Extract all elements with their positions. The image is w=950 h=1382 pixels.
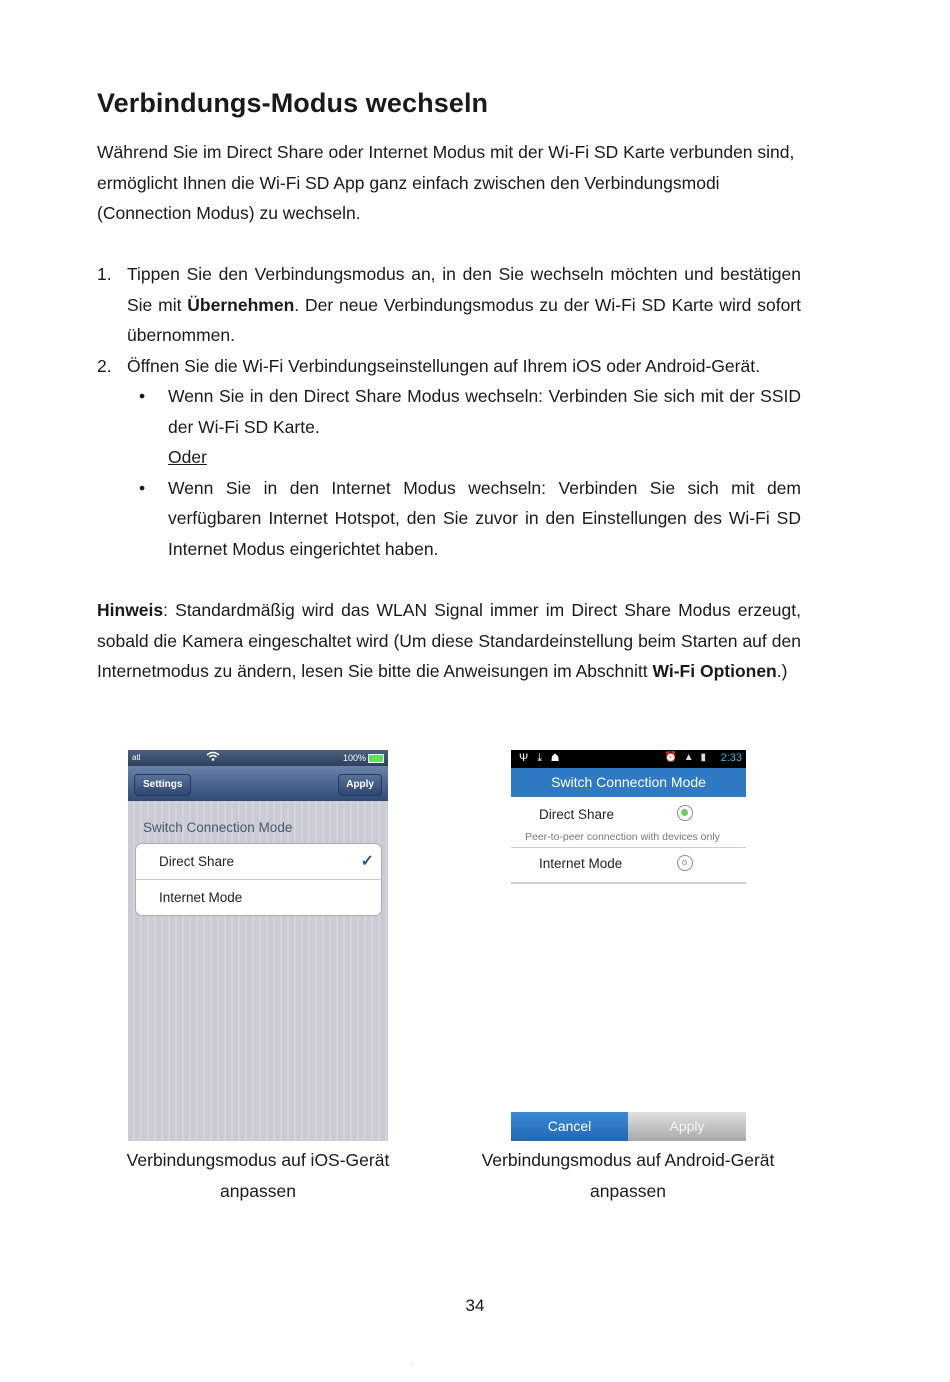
steps-list (97, 259, 801, 564)
step-bold-term: Übernehmen (187, 294, 295, 315)
android-screenshot (511, 750, 746, 1141)
android-apply-button[interactable]: Apply (628, 1112, 746, 1141)
step-number: 1. (97, 264, 112, 284)
option-label: Direct Share (159, 854, 235, 869)
ios-caption: Verbindungsmodus auf iOS-Gerät anpassen (126, 1150, 390, 1201)
bullet-list (127, 473, 801, 565)
step-2 (97, 351, 801, 565)
option-label: Internet Mode (159, 890, 243, 905)
note-label: Hinweis (97, 600, 164, 620)
ios-option-direct-share[interactable] (136, 844, 381, 880)
option-sublabel: Peer-to-peer connection with devices only (525, 831, 720, 843)
checkmark-icon: ✓ (360, 853, 374, 870)
ios-section-header: Switch Connection Mode (143, 820, 293, 835)
ios-apply-button[interactable]: Apply (338, 774, 382, 796)
android-caption: Verbindungsmodus auf Android-Gerät anpassen (481, 1150, 775, 1201)
bullet-text: Wenn Sie in den Direct Share Modus wechseln: Verbinden Sie sich mit der SSID der Wi-Fi SD Karte. (168, 386, 801, 437)
bullet-text: Wenn Sie in den Internet Modus wechseln: Verbinden Sie sich mit dem verfügbaren Internet Hotspot, den Sie zuvor in den Einstellungen des Wi-Fi SD Internet Modus eingerichtet haben. (168, 477, 801, 559)
note-end: .) (776, 661, 788, 681)
ios-option-internet-mode[interactable] (136, 880, 381, 915)
page-number: 34 (465, 1296, 485, 1315)
bullet-icon: • (139, 477, 146, 498)
battery-icon (368, 754, 384, 763)
note-text: : Standardmäßig wird das WLAN Signal immer im Direct Share Modus erzeugt, sobald die Kamera eingeschaltet wird (Um diese Standardeinstellung beim Starten auf den Internetmodus zu ändern, lesen Sie bitte die Anweisungen im Abschnitt (97, 600, 801, 681)
option-label: Direct Share (539, 807, 615, 822)
android-option-internet-mode[interactable] (511, 848, 746, 884)
option-label: Internet Mode (539, 856, 623, 871)
settings-back-button[interactable]: Settings (134, 774, 191, 796)
ios-screenshot (128, 750, 388, 1141)
ios-status-bar (128, 750, 388, 766)
clock: 2:33 (720, 752, 742, 764)
battery-level: 100% (342, 753, 366, 763)
step-text-end: . Der neue Verbindungsmodus zu der Wi-Fi SD Karte wird sofort übernommen. (127, 294, 801, 345)
step-text: Tippen Sie den Verbindungsmodus an, in den Sie wechseln möchten und bestätigen Sie mit (127, 264, 801, 315)
note-bold-term: Wi-Fi Optionen (652, 661, 777, 681)
signal-icon: atl (132, 753, 141, 762)
notification-icons: Ψ ⤓ ☗ (519, 752, 563, 764)
ios-options-group (135, 843, 382, 916)
bullet-item (127, 381, 801, 442)
step-text: Öffnen Sie die Wi-Fi Verbindungseinstellungen auf Ihrem iOS oder Android-Gerät. (127, 355, 760, 376)
bullet-item (127, 473, 801, 565)
radio-unselected-icon[interactable] (677, 855, 693, 871)
bullet-list (127, 381, 801, 442)
android-title-bar: Switch Connection Mode (511, 768, 746, 797)
bullet-icon: • (139, 386, 146, 406)
android-status-bar (511, 750, 746, 768)
wifi-icon (206, 751, 220, 764)
page-title: Verbindungs-Modus wechseln (97, 88, 489, 118)
step-number: 2. (97, 355, 112, 376)
intro-paragraph: Während Sie im Direct Share oder Internet Modus mit der Wi-Fi SD Karte verbunden sind, ermöglicht Ihnen die Wi-Fi SD App ganz einfach zwischen den Verbindungsmodi (Connection Modus) zu wechseln. (97, 142, 795, 223)
footer-mark: : (410, 1360, 413, 1369)
radio-selected-icon[interactable] (677, 805, 693, 821)
status-icons: ⏰ ▲ ▮ (664, 752, 708, 763)
oder-separator: Oder (168, 447, 207, 467)
android-cancel-button[interactable]: Cancel (511, 1112, 628, 1141)
ios-nav-bar (128, 766, 388, 801)
note-paragraph (97, 595, 801, 687)
android-option-direct-share[interactable] (511, 797, 746, 848)
step-1 (97, 259, 801, 351)
